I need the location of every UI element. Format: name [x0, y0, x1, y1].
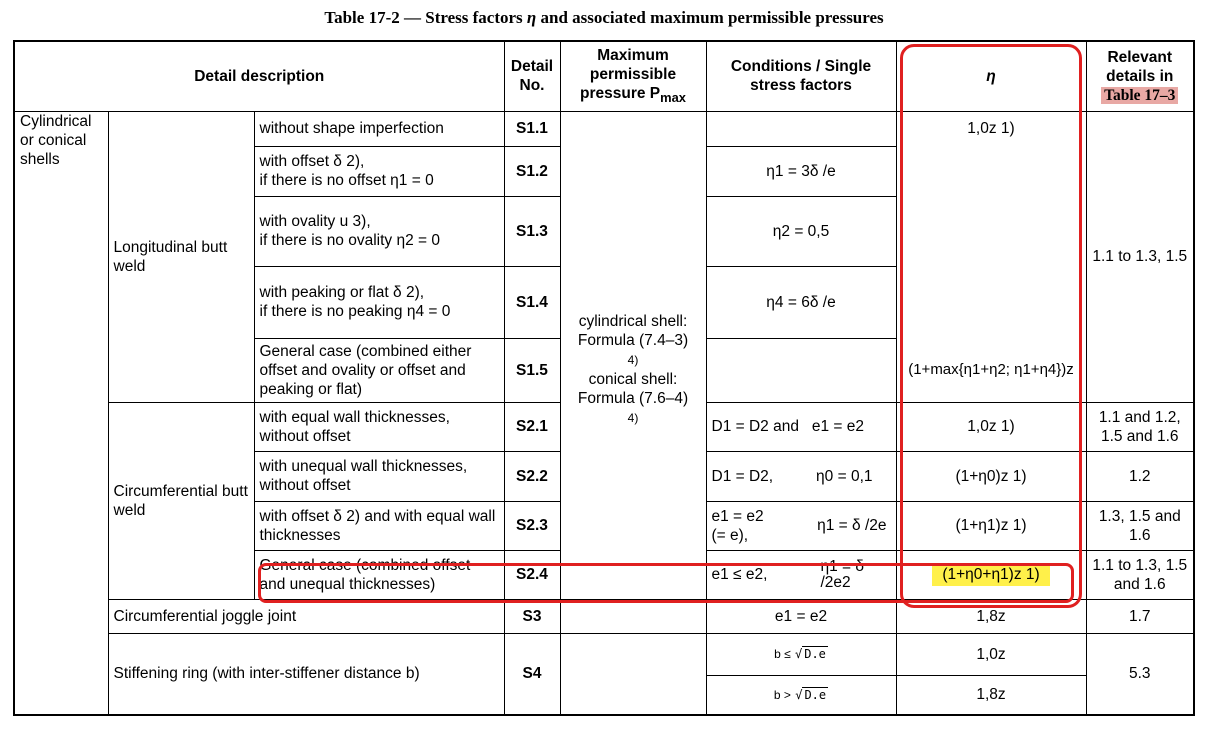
header-eta [896, 41, 1086, 111]
pressure-con-label: conical shell: [588, 371, 678, 388]
row-s1-4-desc-line1: with peaking or flat δ 2), [259, 284, 425, 301]
s4-cond2-lhs: b > [773, 687, 791, 702]
row-s1-1-no: S1.1 [504, 111, 560, 146]
row-s1-5-cond [706, 338, 896, 402]
row-s2-2-eta: (1+η0)z 1) [896, 451, 1086, 501]
table-caption [0, 8, 1208, 28]
row-s2-3-cond [706, 501, 896, 550]
row-s1-5-no: S1.5 [504, 338, 560, 402]
relevant-s3: 1.7 [1086, 599, 1194, 633]
relevant-s2-3: 1.3, 1.5 and 1.6 [1086, 501, 1194, 550]
table-ref-highlight: Table 17–3 [1101, 87, 1178, 104]
header-eta-symbol: η [986, 67, 996, 85]
row-s1-3-eta [896, 196, 1086, 266]
row-s4-no: S4 [504, 633, 560, 715]
row-s1-3-desc-line2: if there is no ovality η2 = 0 [259, 232, 441, 249]
pressure-con-formula: Formula (7.6–4) [577, 390, 689, 407]
row-s2-1-cond: D1 = D2 and e1 = e2 [706, 402, 896, 451]
row-s2-2-cond-b: η0 = 0,1 [816, 467, 873, 485]
s4-cond2-radicand: D.e [804, 687, 827, 702]
row-s1-3-desc-line1: with ovality u 3), [259, 213, 371, 230]
row-s2-2-cond [706, 451, 896, 501]
relevant-s2-4: 1.1 to 1.3, 1.5 and 1.6 [1086, 550, 1194, 599]
row-s3-pressure [560, 599, 706, 633]
row-s1-3-no: S1.3 [504, 196, 560, 266]
row-s2-2-cond-a: D1 = D2, [711, 467, 774, 485]
caption-suffix: and associated maximum permissible pressures [540, 8, 884, 27]
row-s1-3-desc [254, 196, 504, 266]
row-s2-3-cond-a: e1 = e2 (= e), [711, 507, 764, 544]
caption-symbol: η [526, 8, 537, 27]
pressure-cyl-label: cylindrical shell: [578, 313, 688, 330]
pressure-cyl-note: 4) [627, 353, 639, 367]
row-s2-4-desc: General case (combined offset and unequal thicknesses) [254, 550, 504, 599]
row-s2-2-desc: with unequal wall thicknesses, without offset [254, 451, 504, 501]
row-s1-2-no: S1.2 [504, 146, 560, 196]
pressure-formula-cell [560, 111, 706, 599]
header-relevant-details [1086, 41, 1194, 111]
row-s3-desc: Circumferential joggle joint [108, 599, 504, 633]
caption-prefix: Table 17-2 — Stress factors [324, 8, 523, 27]
group-shells: Cylindrical or conical shells [14, 111, 108, 715]
row-s2-4-cond-b: η1 = δ /2e2 [820, 557, 865, 591]
row-s1-2-desc-line1: with offset δ 2), [259, 153, 365, 170]
row-s4-pressure [560, 633, 706, 715]
row-s3-eta: 1,8z [896, 599, 1086, 633]
row-s1-4-desc [254, 266, 504, 338]
relevant-s4: 5.3 [1086, 633, 1194, 715]
row-s1-1-desc: without shape imperfection [254, 111, 504, 146]
row-s1-4-cond: η4 = 6δ /e [706, 266, 896, 338]
pressure-con-note: 4) [627, 411, 639, 425]
sqrt-icon: √ D.e [794, 647, 826, 661]
header-max-pressure-text: Maximum permissible pressure P [580, 46, 677, 102]
row-s4-eta-1: 1,0z [896, 633, 1086, 675]
row-s4-cond-1 [706, 633, 896, 675]
row-s1-4-desc-line2: if there is no peaking η4 = 0 [259, 303, 451, 320]
row-s2-1-eta: 1,0z 1) [896, 402, 1086, 451]
relevant-longitudinal: 1.1 to 1.3, 1.5 [1086, 111, 1194, 402]
row-s1-5-eta: (1+max{η1+η2; η1+η4})z [896, 338, 1086, 402]
sqrt-icon: √ D.e [795, 687, 827, 702]
row-s1-2-cond: η1 = 3δ /e [706, 146, 896, 196]
row-s2-3-eta: (1+η1)z 1) [896, 501, 1086, 550]
relevant-s2-2: 1.2 [1086, 451, 1194, 501]
row-s1-2-desc-line2: if there is no offset η1 = 0 [259, 172, 434, 189]
row-s2-4-eta [896, 550, 1086, 599]
row-s3-cond: e1 = e2 [706, 599, 896, 633]
header-detail-no: Detail No. [504, 41, 560, 111]
row-s2-4-cond [706, 550, 896, 599]
stress-factor-table [13, 40, 1195, 716]
row-s2-3-desc: with offset δ 2) and with equal wall thicknesses [254, 501, 504, 550]
row-s1-1-cond [706, 111, 896, 146]
group-longitudinal: Longitudinal butt weld [108, 111, 254, 402]
row-s1-4-no: S1.4 [504, 266, 560, 338]
row-s4-desc: Stiffening ring (with inter-stiffener distance b) [108, 633, 504, 715]
s2-4-eta-highlight: (1+η0+η1)z 1) [932, 563, 1049, 586]
header-conditions: Conditions / Single stress factors [706, 41, 896, 111]
s4-cond1-radicand: D.e [804, 647, 826, 661]
pressure-cyl-formula: Formula (7.4–3) [577, 332, 689, 349]
row-s1-5-desc: General case (combined either offset and ovality or offset and peaking or flat) [254, 338, 504, 402]
row-s4-eta-2: 1,8z [896, 675, 1086, 715]
row-s2-4-no: S2.4 [504, 550, 560, 599]
s4-cond1-lhs: b ≤ [774, 647, 791, 661]
row-s2-3-cond-b: η1 = δ /2e [817, 517, 887, 534]
header-detail-description: Detail description [14, 41, 504, 111]
row-s1-1-eta: 1,0z 1) [896, 111, 1086, 146]
row-s3-no: S3 [504, 599, 560, 633]
row-s2-4-cond-a: e1 ≤ e2, [711, 566, 768, 583]
row-s2-3-no: S2.3 [504, 501, 560, 550]
header-max-pressure [560, 41, 706, 111]
row-s1-2-eta [896, 146, 1086, 196]
row-s1-2-desc [254, 146, 504, 196]
row-s4-cond-2 [706, 675, 896, 715]
row-s1-4-eta [896, 266, 1086, 338]
row-s1-3-cond: η2 = 0,5 [706, 196, 896, 266]
row-s2-1-desc: with equal wall thicknesses, without offset [254, 402, 504, 451]
header-max-pressure-sub: max [660, 89, 686, 105]
relevant-s2-1: 1.1 and 1.2, 1.5 and 1.6 [1086, 402, 1194, 451]
header-relevant-text: Relevant details in [1106, 48, 1174, 85]
group-circumferential: Circumferential butt weld [108, 402, 254, 599]
row-s2-2-no: S2.2 [504, 451, 560, 501]
row-s2-1-no: S2.1 [504, 402, 560, 451]
